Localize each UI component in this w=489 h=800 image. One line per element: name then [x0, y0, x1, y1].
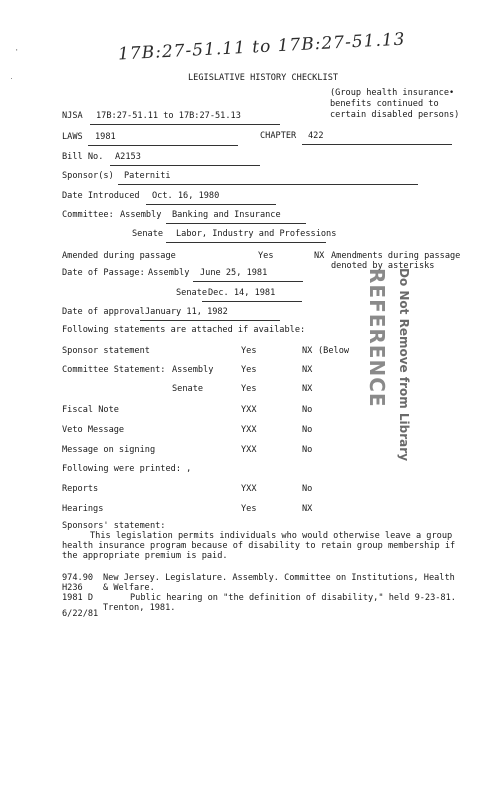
- passage-label: Date of Passage:: [62, 268, 145, 278]
- committee-assembly-label: Assembly: [120, 210, 162, 220]
- chapter-underline: [302, 144, 452, 145]
- signing-message-label: Message on signing: [62, 445, 156, 455]
- catalog-date: 6/22/81: [62, 609, 99, 619]
- committee-label: Committee:: [62, 210, 114, 220]
- njsa-label: NJSA: [62, 111, 83, 121]
- committee-senate-label: Senate: [132, 229, 164, 239]
- sponsor-underline: [118, 184, 418, 185]
- amended-note-line-2: denoted by asterisks: [331, 261, 435, 271]
- reports-yes: YXX: [241, 484, 257, 494]
- committee-statement-assembly-label: Assembly: [172, 365, 214, 375]
- catalog-entry-line-3: Public hearing on "the definition of disability," held 9-23-81.: [130, 593, 456, 603]
- amended-label: Amended during passage: [62, 251, 176, 261]
- catalog-entry-line-1: New Jersey. Legislature. Assembly. Committee on Institutions, Health: [103, 573, 455, 583]
- committee-senate-value: Labor, Industry and Professions: [176, 229, 337, 239]
- group-note-line-3: certain disabled persons): [330, 110, 460, 120]
- committee-statement-assembly-no: NX: [302, 365, 313, 375]
- following-statements: Following statements are attached if available:: [62, 325, 306, 335]
- amended-yes: Yes: [258, 251, 274, 261]
- margin-mark: ⋅: [14, 46, 20, 56]
- passage-senate-label: Senate: [176, 288, 208, 298]
- following-printed: Following were printed: ,: [62, 464, 192, 474]
- stamp-line-1: REFERENCE: [365, 268, 389, 408]
- fiscal-note-yes: YXX: [241, 405, 257, 415]
- passage-senate-underline: [202, 301, 302, 302]
- veto-message-no: No: [302, 425, 313, 435]
- committee-assembly-underline: [166, 223, 306, 224]
- sponsors-statement-label: Sponsors' statement:: [62, 521, 166, 531]
- fiscal-note-label: Fiscal Note: [62, 405, 119, 415]
- njsa-underline: [90, 124, 280, 125]
- hearings-label: Hearings: [62, 504, 104, 514]
- amended-note-line-1: Amendments during passage: [331, 251, 461, 261]
- committee-senate-underline: [166, 242, 326, 243]
- bill-underline: [110, 165, 260, 166]
- catalog-entry-line-2: & Welfare.: [103, 583, 155, 593]
- sponsor-value: Paterniti: [124, 171, 171, 181]
- signing-message-yes: YXX: [241, 445, 257, 455]
- group-note-line-2: benefits continued to: [330, 99, 439, 109]
- bill-label: Bill No.: [62, 152, 104, 162]
- laws-underline: [88, 145, 238, 146]
- hearings-no: NX: [302, 504, 313, 514]
- sponsor-statement-yes: Yes: [241, 346, 257, 356]
- margin-mark: ․: [10, 72, 14, 82]
- call-number-3: 1981 D: [62, 593, 94, 603]
- committee-statement-label: Committee Statement:: [62, 365, 166, 375]
- chapter-value: 422: [308, 131, 324, 141]
- sponsor-statement-extra: (Below: [318, 346, 350, 356]
- reports-no: No: [302, 484, 313, 494]
- sponsor-statement-label: Sponsor statement: [62, 346, 150, 356]
- call-number-2: H236: [62, 583, 83, 593]
- sponsor-label: Sponsor(s): [62, 171, 114, 181]
- call-number-1: 974.90: [62, 573, 94, 583]
- date-introduced-value: Oct. 16, 1980: [152, 191, 220, 201]
- page-title: LEGISLATIVE HISTORY CHECKLIST: [188, 73, 339, 83]
- committee-statement-senate-yes: Yes: [241, 384, 257, 394]
- date-introduced-label: Date Introduced: [62, 191, 140, 201]
- veto-message-label: Veto Message: [62, 425, 125, 435]
- group-note-line-1: (Group health insurance•: [330, 88, 455, 98]
- library-stamp: [330, 268, 450, 518]
- catalog-entry-line-4: Trenton, 1981.: [103, 603, 176, 613]
- handwritten-title: 17B:27-51.11 to 17B:27-51.13: [117, 29, 406, 65]
- bill-value: A2153: [115, 152, 141, 162]
- sponsor-statement-no: NX: [302, 346, 313, 356]
- sponsors-statement-line-3: the appropriate premium is paid.: [62, 551, 228, 561]
- njsa-value: 17B:27-51.11 to 17B:27-51.13: [96, 111, 241, 121]
- committee-assembly-value: Banking and Insurance: [172, 210, 281, 220]
- passage-assembly-value: June 25, 1981: [200, 268, 268, 278]
- date-introduced-underline: [146, 204, 276, 205]
- passage-assembly-underline: [193, 281, 303, 282]
- committee-statement-senate-label: Senate: [172, 384, 204, 394]
- laws-value: 1981: [95, 132, 116, 142]
- approval-underline: [140, 320, 280, 321]
- signing-message-no: No: [302, 445, 313, 455]
- veto-message-yes: YXX: [241, 425, 257, 435]
- hearings-yes: Yes: [241, 504, 257, 514]
- approval-label: Date of approval: [62, 307, 145, 317]
- fiscal-note-no: No: [302, 405, 313, 415]
- approval-value: January 11, 1982: [145, 307, 228, 317]
- sponsors-statement-line-1: This legislation permits individuals who would otherwise leave a group: [90, 531, 453, 541]
- passage-senate-value: Dec. 14, 1981: [208, 288, 276, 298]
- committee-statement-senate-no: NX: [302, 384, 313, 394]
- stamp-line-2: Do Not Remove from Library: [397, 268, 411, 462]
- chapter-label: CHAPTER: [260, 131, 297, 141]
- passage-assembly-label: Assembly: [148, 268, 190, 278]
- committee-statement-assembly-yes: Yes: [241, 365, 257, 375]
- reports-label: Reports: [62, 484, 99, 494]
- laws-label: LAWS: [62, 132, 83, 142]
- sponsors-statement-line-2: health insurance program because of disability to retain group membership if: [62, 541, 456, 551]
- amended-no: NX: [314, 251, 325, 261]
